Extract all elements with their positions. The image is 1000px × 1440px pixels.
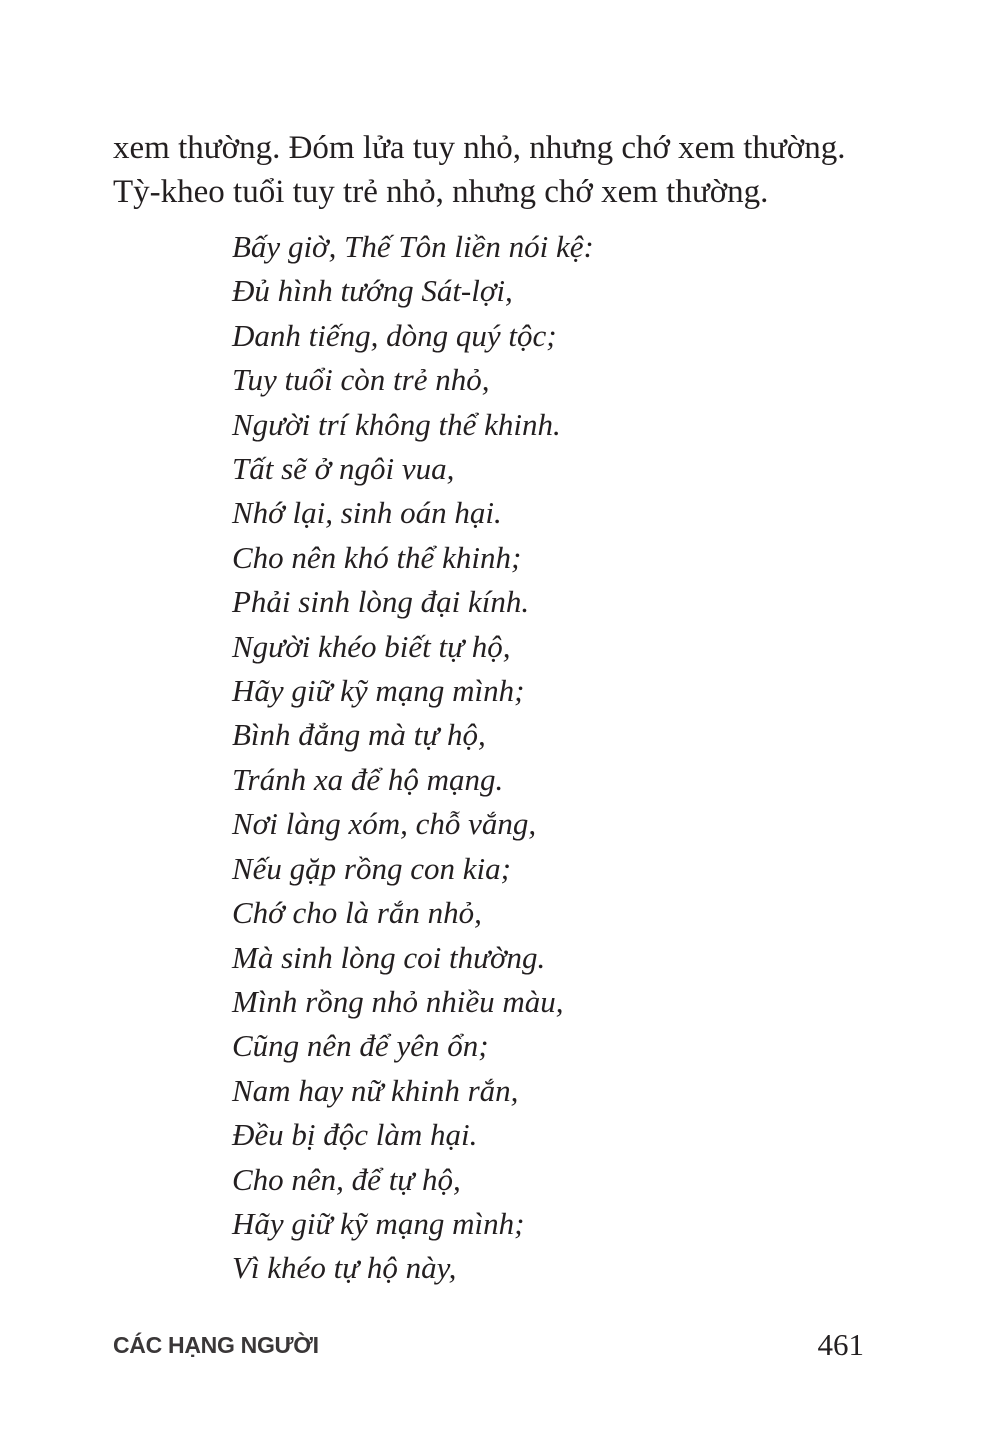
verse-line: Cho nên khó thể khinh;: [232, 539, 522, 575]
verse-line: Đủ hình tướng Sát-lợi,: [232, 273, 513, 309]
verse-line: Bình đẳng mà tự hộ,: [232, 717, 486, 753]
verse-line: Nếu gặp rồng con kia;: [232, 850, 511, 886]
verse-line: Đều bị độc làm hại.: [232, 1117, 478, 1153]
verse-line: Nơi làng xóm, chỗ vắng,: [232, 806, 537, 842]
verse-line: Mà sinh lòng coi thường.: [232, 939, 546, 975]
verse-line: Danh tiếng, dòng quý tộc;: [232, 317, 557, 353]
page-number: 461: [817, 1327, 864, 1362]
verse-line: Hãy giữ kỹ mạng mình;: [232, 673, 525, 709]
verse-line: Nhớ lại, sinh oán hại.: [232, 495, 502, 531]
prose-line: Tỳ-kheo tuổi tuy trẻ nhỏ, nhưng chớ xem thường.: [113, 174, 769, 210]
running-footer-title: CÁC HẠNG NGƯỜI: [113, 1332, 319, 1358]
verse-line: Vì khéo tự hộ này,: [232, 1250, 457, 1286]
verse-line: Tránh xa để hộ mạng.: [232, 761, 504, 797]
verse-line: Bấy giờ, Thế Tôn liền nói kệ:: [232, 229, 594, 264]
verse-line: Tất sẽ ở ngôi vua,: [232, 451, 455, 487]
verse-line: Người trí không thể khinh.: [232, 406, 561, 442]
verse-line: Tuy tuổi còn trẻ nhỏ,: [232, 362, 490, 398]
prose-paragraph: [113, 126, 893, 214]
verse-line: Mình rồng nhỏ nhiều màu,: [232, 983, 564, 1019]
prose-line: xem thường. Đóm lửa tuy nhỏ, nhưng chớ xem thường.: [113, 130, 846, 166]
verse-line: Cho nên, để tự hộ,: [232, 1161, 461, 1197]
verse-line: Người khéo biết tự hộ,: [232, 628, 511, 664]
verse-line: Phải sinh lòng đại kính.: [232, 584, 530, 620]
verse-block: [232, 225, 792, 1291]
verse-line: Cũng nên để yên ổn;: [232, 1028, 489, 1064]
verse-line: Hãy giữ kỹ mạng mình;: [232, 1205, 525, 1241]
verse-line: Nam hay nữ khinh rắn,: [232, 1072, 519, 1108]
verse-line: Chớ cho là rắn nhỏ,: [232, 895, 482, 931]
